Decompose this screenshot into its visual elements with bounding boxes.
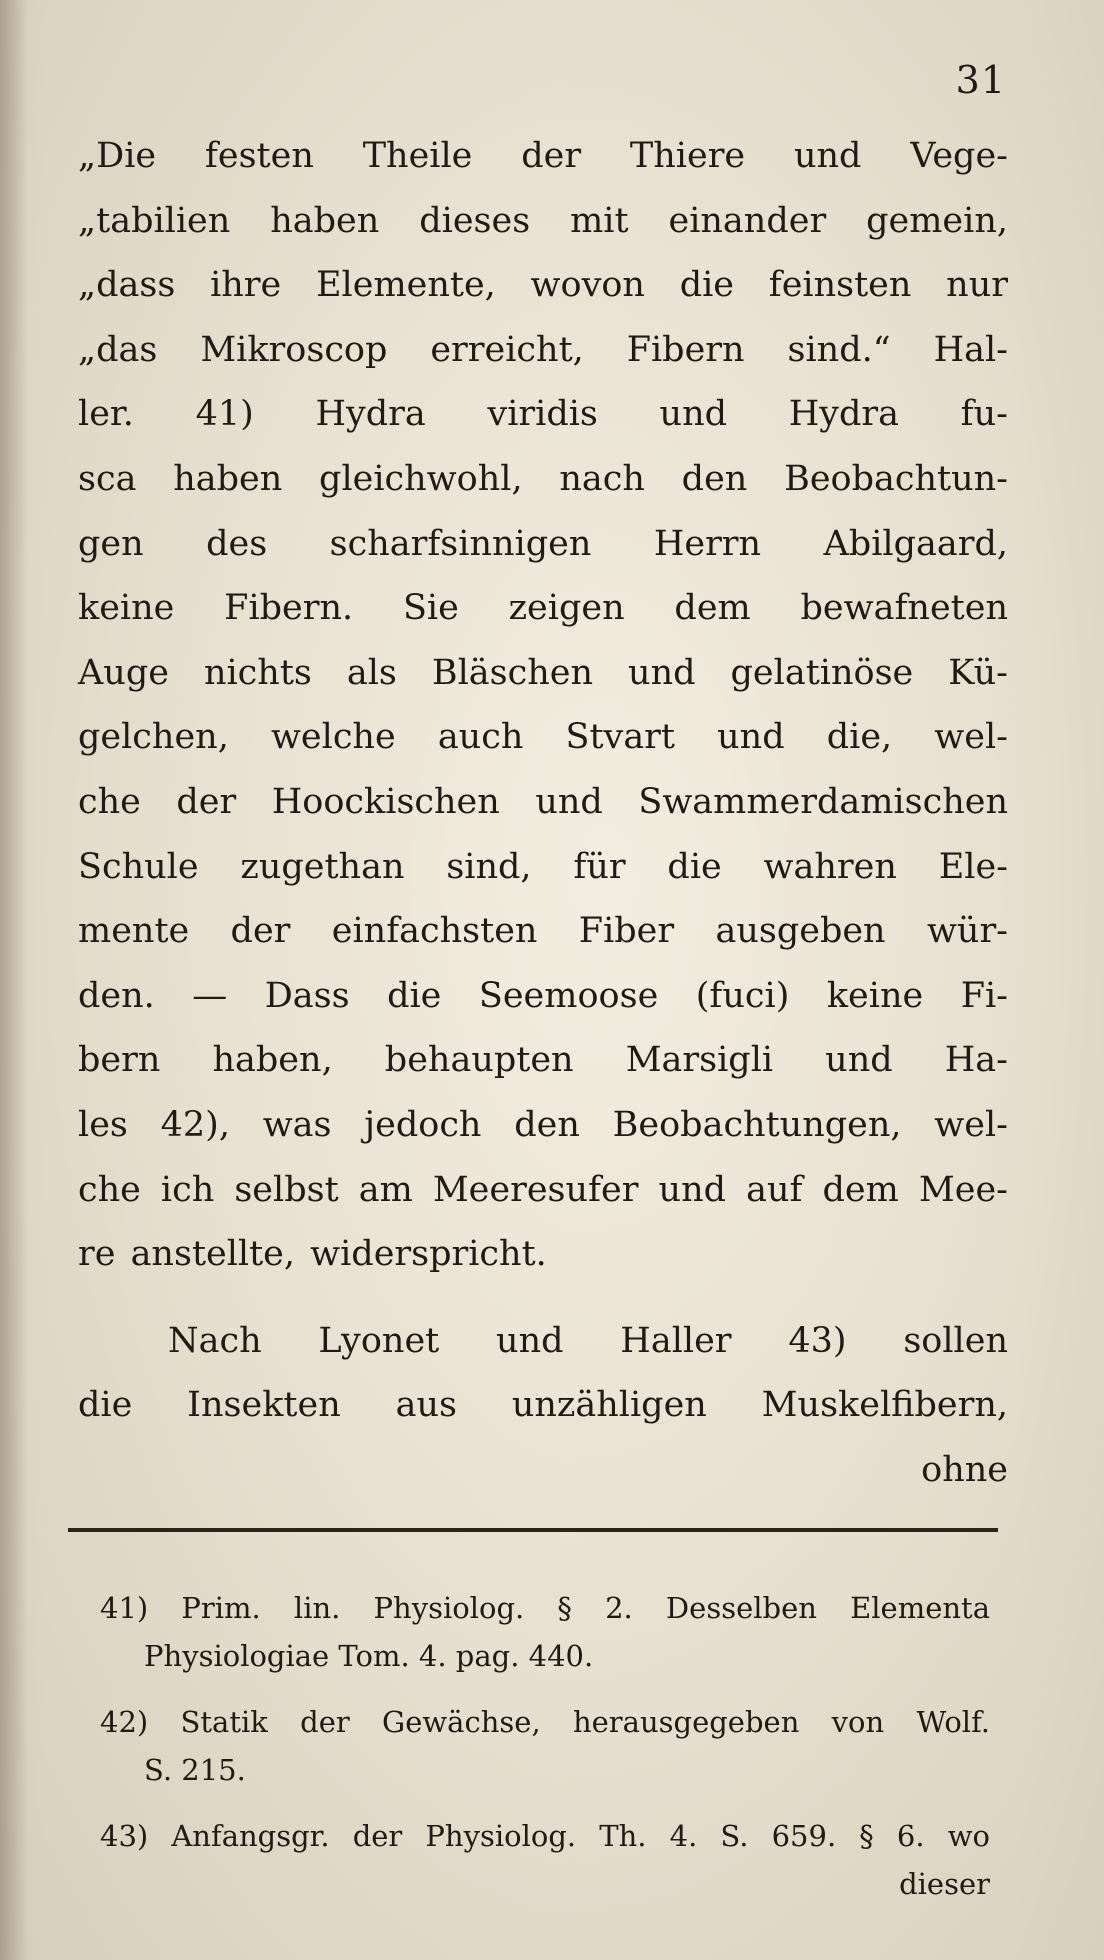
text-line: mente der einfachsten Fiber ausgeben wür- <box>78 911 1008 952</box>
text-line: Schule zugethan sind, für die wahren Ele- <box>78 846 1008 887</box>
footnote-43-catchword: dieser <box>899 1867 990 1901</box>
text-line: den. — Dass die Seemoose (fuci) keine Fi- <box>78 975 1008 1016</box>
catchword: ohne <box>921 1449 1008 1490</box>
text-line: „Die festen Theile der Thiere und Vege- <box>78 136 1008 176</box>
text-line: die Insekten aus unzähligen Muskelfibern, <box>78 1385 1008 1426</box>
footnote-42-line: 42) Statik der Gewächse, herausgegeben von Wolf. <box>100 1705 990 1739</box>
footnote-41-line: 41) Prim. lin. Physiolog. § 2. Desselben Elementa <box>100 1591 990 1625</box>
text-line: bern haben, behaupten Marsigli und Ha- <box>78 1040 1008 1081</box>
text-line: ler. 41) Hydra viridis und Hydra fu- <box>78 394 1008 435</box>
text-line: sca haben gleichwohl, nach den Beobachtun- <box>78 458 1008 499</box>
text-line: „dass ihre Elemente, wovon die feinsten nur <box>78 265 1008 306</box>
text-line: „das Mikroscop erreicht, Fibern sind.“ Hal- <box>78 329 1008 370</box>
text-line: keine Fibern. Sie zeigen dem bewafneten <box>78 588 1008 629</box>
footnote-43-line: 43) Anfangsgr. der Physiolog. Th. 4. S. 659. § 6. wo <box>100 1819 990 1853</box>
text-line: gelchen, welche auch Stvart und die, wel- <box>78 717 1008 758</box>
gutter-shadow <box>0 0 28 1960</box>
footnotes <box>100 1584 990 1908</box>
text-line: Nach Lyonet und Haller 43) sollen <box>168 1320 1008 1361</box>
page-number: 31 <box>955 58 1006 102</box>
text-line: che ich selbst am Meeresufer und auf dem Mee- <box>78 1169 1008 1210</box>
text-line: che der Hoockischen und Swammerdamischen <box>78 781 1008 822</box>
text-line: „tabilien haben dieses mit einander gemein, <box>78 200 1008 241</box>
footnote-42-cont: S. 215. <box>144 1753 246 1787</box>
text-line: re anstellte, widerspricht. <box>78 1234 547 1275</box>
text-line: gen des scharfsinnigen Herrn Abilgaard, <box>78 523 1008 564</box>
text-line: Auge nichts als Bläschen und gelatinöse Kü- <box>78 652 1008 693</box>
footnote-41-cont: Physiologiae Tom. 4. pag. 440. <box>144 1639 594 1673</box>
main-text <box>78 124 1008 1502</box>
footnote-rule <box>68 1528 998 1532</box>
text-line: les 42), was jedoch den Beobachtungen, wel- <box>78 1104 1008 1145</box>
